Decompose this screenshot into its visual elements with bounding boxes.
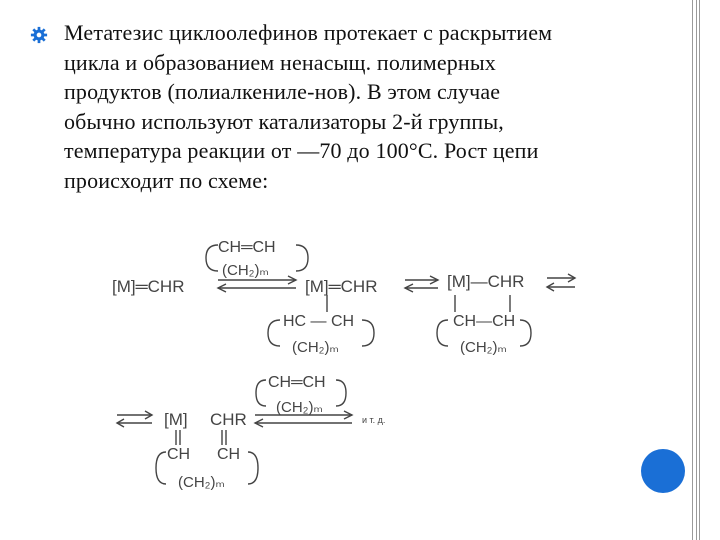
ch-eq-ch-label-2: CH═CH: [268, 374, 326, 391]
slide-right-border: [680, 0, 720, 540]
ch-left-label: CH: [167, 446, 191, 463]
decorative-blue-circle: [641, 449, 685, 493]
ch2-m-label: (CH₂)ₘ: [222, 262, 269, 279]
m-label: [M]: [164, 410, 188, 429]
ch2-m-label-3: (CH₂)ₘ: [460, 339, 507, 356]
ch-ch-label: CH—CH: [453, 313, 516, 330]
m-chr-ring-label: [M]—CHR: [447, 272, 525, 291]
ch-eq-ch-label: CH═CH: [218, 239, 276, 256]
gear-bullet-icon: [30, 26, 48, 44]
reaction-scheme: [100, 225, 620, 515]
slide-body: [30, 18, 670, 195]
ch2-m-label-2: (CH₂)ₘ: [292, 339, 339, 356]
chr-label: CHR: [210, 410, 247, 429]
hc-ch-label: HC — CH: [283, 313, 355, 330]
etc-label: и т. д.: [362, 415, 386, 425]
slide-paragraph: Метатезис циклоолефинов протекает с раскрытием цикла и образованием ненасыщ. полимерных продуктов (полиалкениле-нов). В этом случае обычно используют катализаторы 2-й группы, температура реакции от —70 до 100°С. Рост цепи происходит по схеме:: [64, 20, 553, 193]
m-chr-mid-label: [M]═CHR: [305, 277, 378, 296]
m-chr-start-label: [M]═CHR: [112, 277, 185, 296]
ch2-m-label-5: (CH₂)ₘ: [276, 399, 323, 416]
ch-right-label: CH: [217, 446, 241, 463]
ch2-m-label-4: (CH₂)ₘ: [178, 474, 225, 491]
